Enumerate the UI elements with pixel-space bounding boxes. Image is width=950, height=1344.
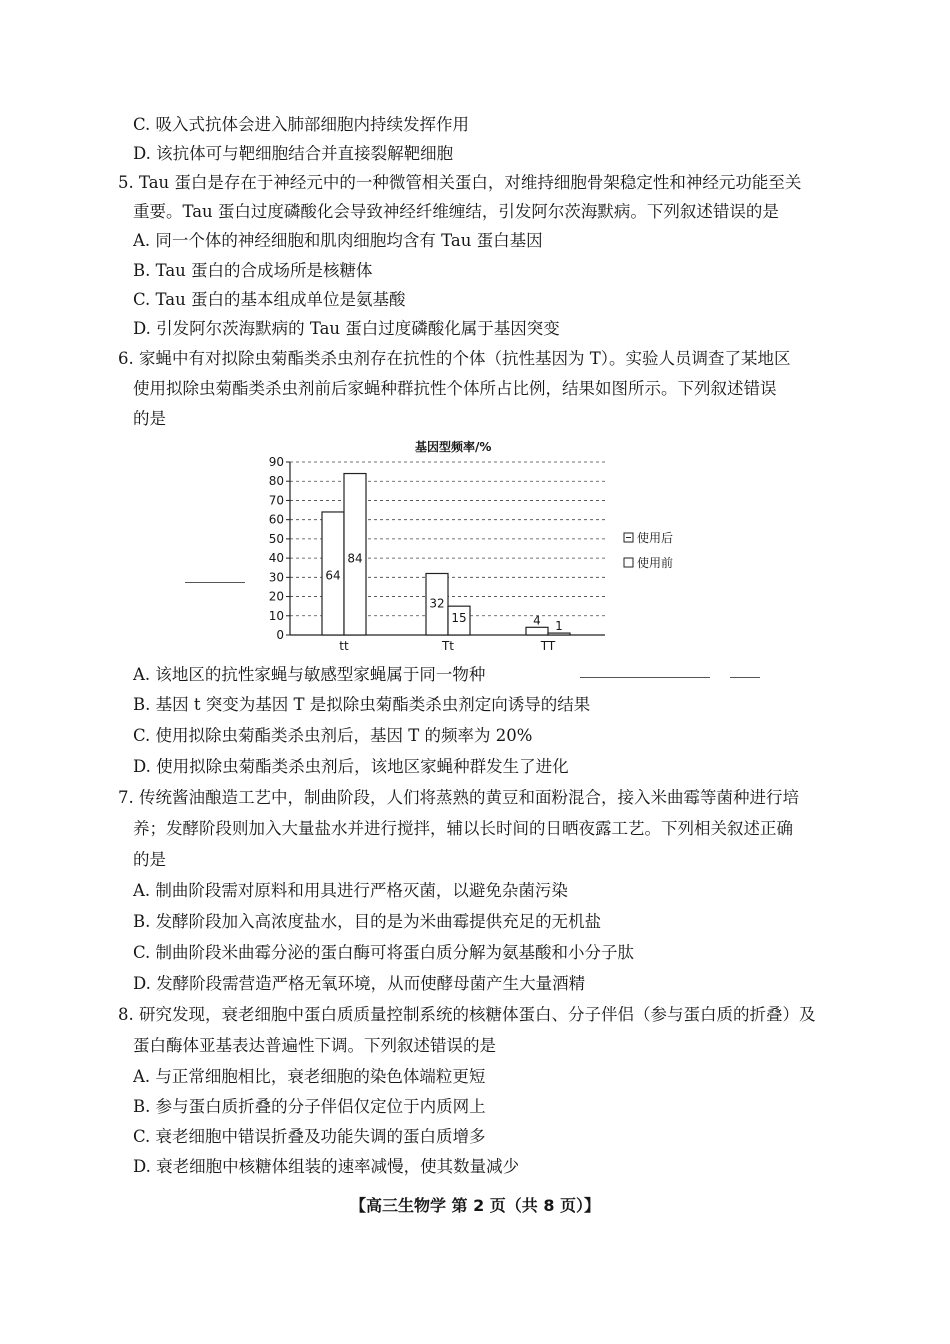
chart-title: 基因型频率/% xyxy=(415,440,492,454)
q6-option-c: C. 使用拟除虫菊酯类杀虫剂后，基因 T 的频率为 20% xyxy=(133,726,533,745)
y-tick-label-70: 70 xyxy=(268,493,284,508)
q5-stem-line1: 5. Tau 蛋白是存在于神经元中的一种微管相关蛋白，对维持细胞骨架稳定性和神经元功能至关 xyxy=(118,173,802,192)
q4-option-c: C. 吸入式抗体会进入肺部细胞内持续发挥作用 xyxy=(133,115,470,134)
q8-stem-line2: 蛋白酶体亚基表达普遍性下调。下列叙述错误的是 xyxy=(133,1036,496,1055)
y-tick-label-80: 80 xyxy=(268,474,284,489)
y-tick-label-40: 40 xyxy=(268,551,284,566)
q7-option-b: B. 发酵阶段加入高浓度盐水，目的是为米曲霉提供充足的无机盐 xyxy=(133,912,602,931)
bar-label-tt-before: 64 xyxy=(325,568,341,583)
q6-option-d: D. 使用拟除虫菊酯类杀虫剂后，该地区家蝇种群发生了进化 xyxy=(133,757,569,776)
legend-after-label: 使用后 xyxy=(637,531,674,545)
y-tick-label-10: 10 xyxy=(268,608,284,623)
x-category-Tt: Tt xyxy=(441,639,455,653)
q4-option-d: D. 该抗体可与靶细胞结合并直接裂解靶细胞 xyxy=(133,144,454,163)
y-tick-label-20: 20 xyxy=(268,589,284,604)
q7-stem-line2: 养；发酵阶段则加入大量盐水并进行搅拌，辅以长时间的日晒夜露工艺。下列相关叙述正确 xyxy=(133,819,793,838)
q5-option-b: B. Tau 蛋白的合成场所是核糖体 xyxy=(133,261,373,280)
bar-label-TT-before: 4 xyxy=(533,613,541,628)
q7-stem-line3: 的是 xyxy=(133,850,166,869)
chart-bars xyxy=(322,474,570,635)
q7-option-a: A. 制曲阶段需对原料和用具进行严格灭菌，以避免杂菌污染 xyxy=(133,881,568,900)
genotype-frequency-chart xyxy=(230,435,700,660)
y-tick-label-60: 60 xyxy=(268,512,284,527)
x-category-TT: TT xyxy=(540,639,556,653)
scan-artifact-line-3 xyxy=(730,677,760,678)
bar-label-Tt-before: 32 xyxy=(429,596,445,611)
y-tick-label-0: 0 xyxy=(276,628,284,642)
q6-stem-line3: 的是 xyxy=(133,409,166,428)
q8-option-d: D. 衰老细胞中核糖体组装的速率减慢，使其数量减少 xyxy=(133,1157,520,1176)
q8-option-c: C. 衰老细胞中错误折叠及功能失调的蛋白质增多 xyxy=(133,1127,486,1146)
q7-option-c: C. 制曲阶段米曲霉分泌的蛋白酶可将蛋白质分解为氨基酸和小分子肽 xyxy=(133,943,635,962)
bar-label-tt-after: 84 xyxy=(347,551,363,566)
y-tick-label-90: 90 xyxy=(268,455,284,469)
q7-stem-line1: 7. 传统酱油酿造工艺中，制曲阶段，人们将蒸熟的黄豆和面粉混合，接入米曲霉等菌种进行培 xyxy=(118,788,799,807)
q6-option-b: B. 基因 t 突变为基因 T 是拟除虫菊酯类杀虫剂定向诱导的结果 xyxy=(133,695,591,714)
q5-option-a: A. 同一个体的神经细胞和肌肉细胞均含有 Tau 蛋白基因 xyxy=(133,231,543,250)
page-footer: 【高三生物学 第 2 页（共 8 页）】 xyxy=(349,1196,601,1215)
bar-TT-before xyxy=(526,627,548,635)
q8-stem-line1: 8. 研究发现，衰老细胞中蛋白质质量控制系统的核糖体蛋白、分子伴侣（参与蛋白质的折叠）及 xyxy=(118,1005,816,1024)
bar-TT-after xyxy=(548,633,570,635)
chart-categories xyxy=(339,639,556,653)
q8-option-a: A. 与正常细胞相比，衰老细胞的染色体端粒更短 xyxy=(133,1067,486,1086)
bar-label-Tt-after: 15 xyxy=(451,611,467,626)
y-tick-label-30: 30 xyxy=(268,570,284,585)
x-category-tt: tt xyxy=(339,639,349,653)
q6-option-a: A. 该地区的抗性家蝇与敏感型家蝇属于同一物种 xyxy=(133,665,486,684)
legend-before-swatch xyxy=(624,558,633,567)
bar-label-TT-after: 1 xyxy=(555,619,563,634)
y-tick-label-50: 50 xyxy=(268,531,284,546)
q6-stem-line1: 6. 家蝇中有对拟除虫菊酯类杀虫剂存在抗性的个体（抗性基因为 T）。实验人员调查了某地区 xyxy=(118,349,791,368)
legend-before-label: 使用前 xyxy=(637,556,674,570)
q8-option-b: B. 参与蛋白质折叠的分子伴侣仅定位于内质网上 xyxy=(133,1097,486,1116)
chart-legend xyxy=(624,530,673,570)
q6-stem-line2: 使用拟除虫菊酯类杀虫剂前后家蝇种群抗性个体所占比例，结果如图所示。下列叙述错误 xyxy=(133,379,777,398)
q5-stem-line2: 重要。Tau 蛋白过度磷酸化会导致神经纤维缠结，引发阿尔茨海默病。下列叙述错误的是 xyxy=(133,202,779,221)
chart-y-axis xyxy=(269,455,290,642)
scan-artifact-line-2 xyxy=(580,677,710,678)
q5-option-c: C. Tau 蛋白的基本组成单位是氨基酸 xyxy=(133,290,406,309)
q7-option-d: D. 发酵阶段需营造严格无氧环境，从而使酵母菌产生大量酒精 xyxy=(133,974,586,993)
q5-option-d: D. 引发阿尔茨海默病的 Tau 蛋白过度磷酸化属于基因突变 xyxy=(133,319,560,338)
